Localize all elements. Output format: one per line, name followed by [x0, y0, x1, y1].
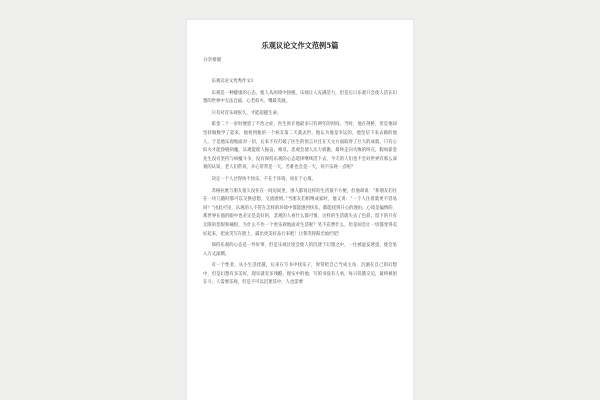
- document-body: [203, 78, 397, 288]
- document-page: [187, 20, 413, 400]
- paragraph: 有一个性者，从小生活优越，后来在写书中找乐子，时常把自己当成主角，沉湎在自己的幻想中，但是幻想有多美好，现实就有多残酷，现实中的他，写的书没有人看，每日饥饿交迫，最终被困在斗，人需要乐观，但是不可以沉迷其中，人也需要: [203, 263, 397, 286]
- section-heading: 乐观议论文优秀作文1: [211, 79, 254, 84]
- paragraph: 霍金二十一岁时便患了不治之症，医生预计他最多只有两年的时间，当时，他在剑桥，但是他却坚持做数学了起来，他看到他的一个病友第二天就去世，他认为他是幸运的，他坚信下来去做的他人，于是他乐观地面对一切，后来不仅打破了医生的预言并且在天文方面取得了巨大的成就，只有心似火才能挣脱病魔，乐观能使人振奋，相反，悲观会使人压力骄傲，最终走向失败的终点，假如霍金先生没有坚持与病魔斗争，没有保持乐观的心态选择继续活下去，今天的人们也不会对世界有那么深刻的认知，老人们常说，开心常常是一天，苦难也会是一天，何不乐观一点呢？: [203, 122, 397, 171]
- paragraph: 保持乐观的心态是一件好事，但是乐观过度会使人的沉迷于幻想之中，一往被虚妄迷惑，使会坠入万丈深渊。: [203, 243, 397, 257]
- paragraph: 苏格拉底与朋友很久没住在一间房间里，别人都说这样的生活很不方便，但他却说：“和朋友们住在一块儿随时都可以交换思想，交流感情。”当朋友们相继成家时，他又说：“一个人住着就更不容易吗？”由此可见，乐观的人不管在怎样的环境中都能感到快乐，都能找到开心的理由，心境是偏惰的，那世界在他的眼中也必定是美好的，悲观的人看什么都可恨，这样的生活就失去了色彩，留下的只有无限的怨恨和痛恨，为什么不作一个更乐观地面对生活呢？笑不花费什么，但是却会让一切都变得美好起来，把欢笑写在脸上，露出更美好品行来吧！让我笑得阳光灿烂吧！: [203, 188, 397, 237]
- paragraph: 决定一个人过得快不快乐，不在于环境，而在于心境。: [211, 176, 316, 182]
- document-title: 乐观议论文作文范例5篇: [261, 41, 339, 50]
- paragraph: 只有对首乐观很久，才能超越生命。: [211, 110, 282, 116]
- paragraph: 乐观是一种健康的心态，使人从困境中挣脱，乐观让人充满活力，但是后日乐观只会使人活在幻想的世界中无法自拔，心若似火，嘴最笑颜。: [203, 90, 397, 105]
- document-byline: 分享排版: [203, 58, 222, 63]
